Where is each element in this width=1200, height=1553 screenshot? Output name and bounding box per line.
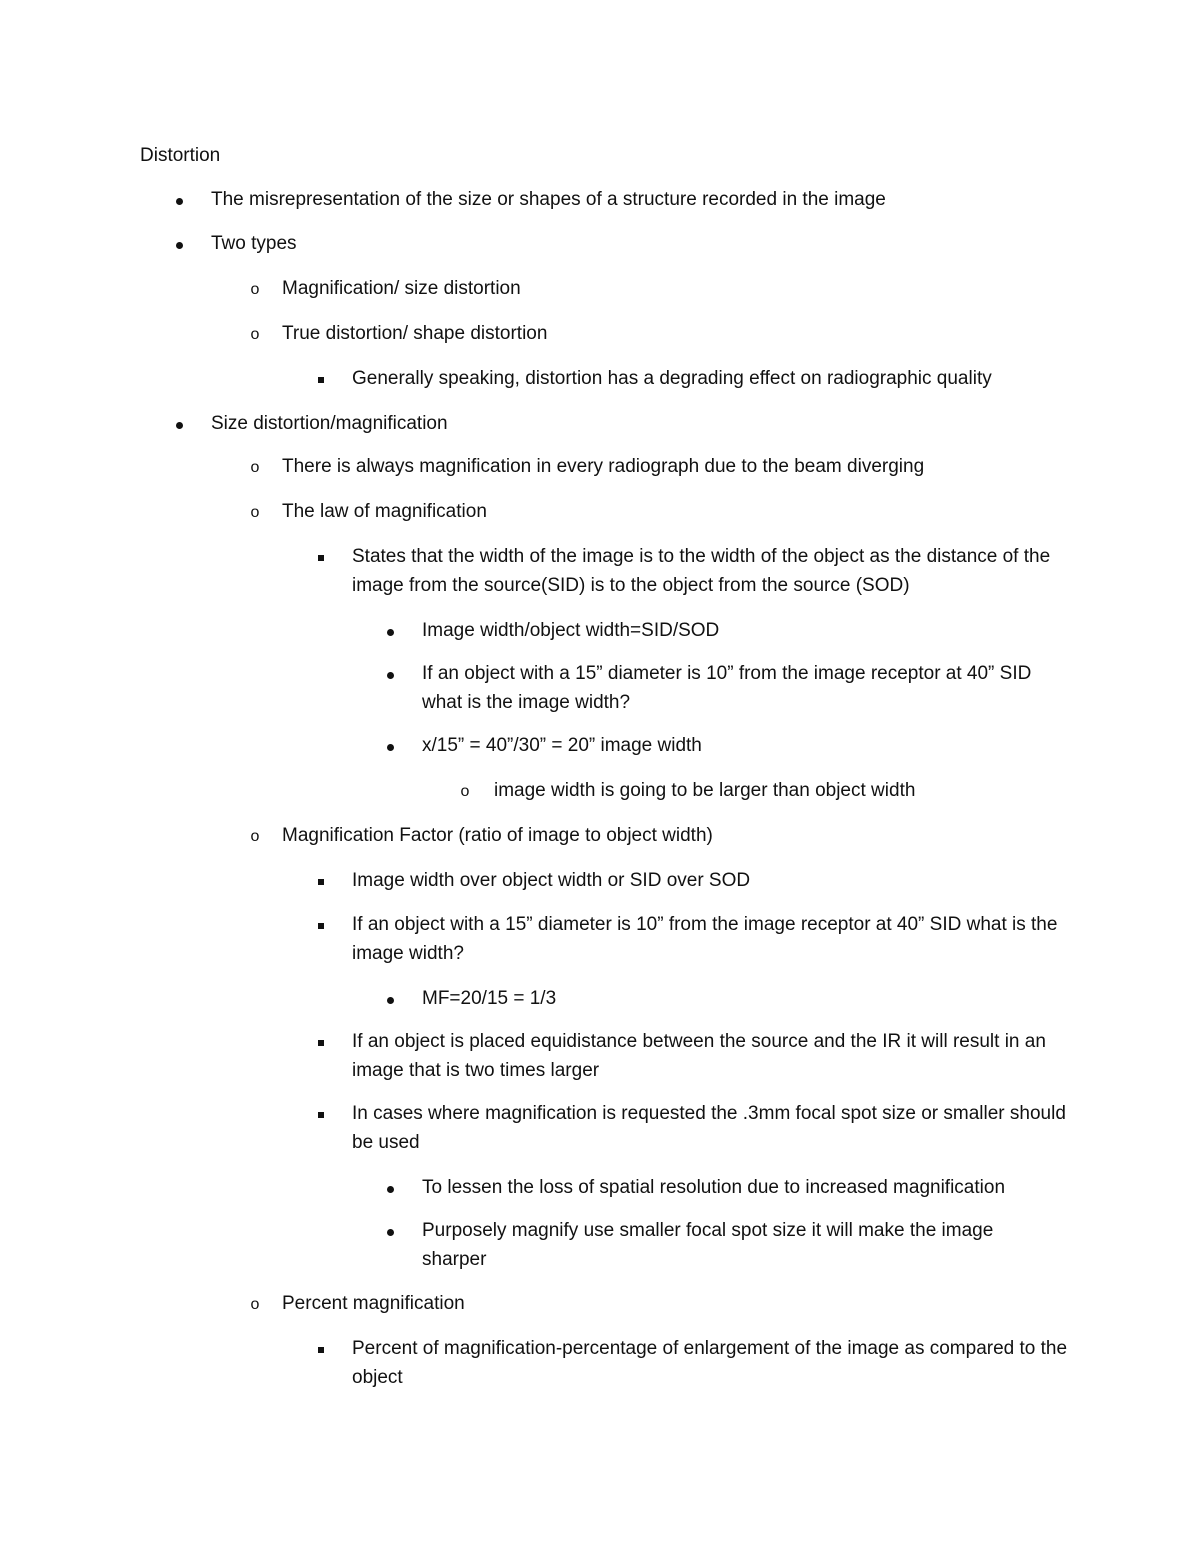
- list-item-text: States that the width of the image is to the width of the object as the distance of the image from the source(SID) is to the object from the source (SOD): [352, 546, 1051, 596]
- list-item-text: Image width over object width or SID over SOD: [352, 870, 751, 891]
- list-item-text: If an object with a 15” diameter is 10” from the image receptor at 40” SID what is the image width?: [352, 914, 1058, 964]
- bullet-circle-icon: o: [460, 783, 470, 800]
- list-item-text: Image width/object width=SID/SOD: [422, 620, 720, 641]
- list-item-text: Percent of magnification-percentage of enlargement of the image as compared to the object: [352, 1338, 1068, 1388]
- bullet-circle-icon: o: [250, 459, 260, 476]
- bullet-circle-icon: o: [250, 828, 260, 845]
- bullet-circle-icon: o: [250, 1296, 260, 1313]
- list-item-text: True distortion/ shape distortion: [282, 323, 548, 344]
- bullet-circle-icon: o: [250, 281, 260, 298]
- list-item-text: To lessen the loss of spatial resolution due to increased magnification: [422, 1177, 1006, 1198]
- document-title: Distortion: [140, 145, 221, 166]
- bullet-circle-icon: o: [250, 326, 260, 343]
- list-item-text: In cases where magnification is requested the .3mm focal spot size or smaller should be used: [352, 1103, 1066, 1153]
- list-item-text: There is always magnification in every radiograph due to the beam diverging: [282, 456, 925, 477]
- list-item-text: The law of magnification: [282, 501, 487, 522]
- list-item-text: Percent magnification: [282, 1293, 465, 1314]
- list-item-text: x/15” = 40”/30” = 20” image width: [422, 735, 702, 756]
- list-item-text: Generally speaking, distortion has a degrading effect on radiographic quality: [352, 368, 992, 389]
- list-item-text: Size distortion/magnification: [211, 413, 448, 434]
- list-item-text: Two types: [211, 233, 297, 254]
- list-item-text: MF=20/15 = 1/3: [422, 988, 557, 1009]
- list-item-text: Magnification/ size distortion: [282, 278, 521, 299]
- bullet-circle-icon: o: [250, 504, 260, 521]
- list-item-text: Magnification Factor (ratio of image to object width): [282, 825, 713, 846]
- list-item-text: If an object with a 15” diameter is 10” from the image receptor at 40” SID what is the image width?: [422, 663, 1032, 713]
- list-item-text: image width is going to be larger than object width: [494, 780, 916, 801]
- list-item-text: Purposely magnify use smaller focal spot size it will make the image sharper: [422, 1220, 994, 1270]
- list-item-text: If an object is placed equidistance between the source and the IR it will result in an image that is two times larger: [352, 1031, 1046, 1081]
- list-item-text: The misrepresentation of the size or shapes of a structure recorded in the image: [211, 189, 886, 210]
